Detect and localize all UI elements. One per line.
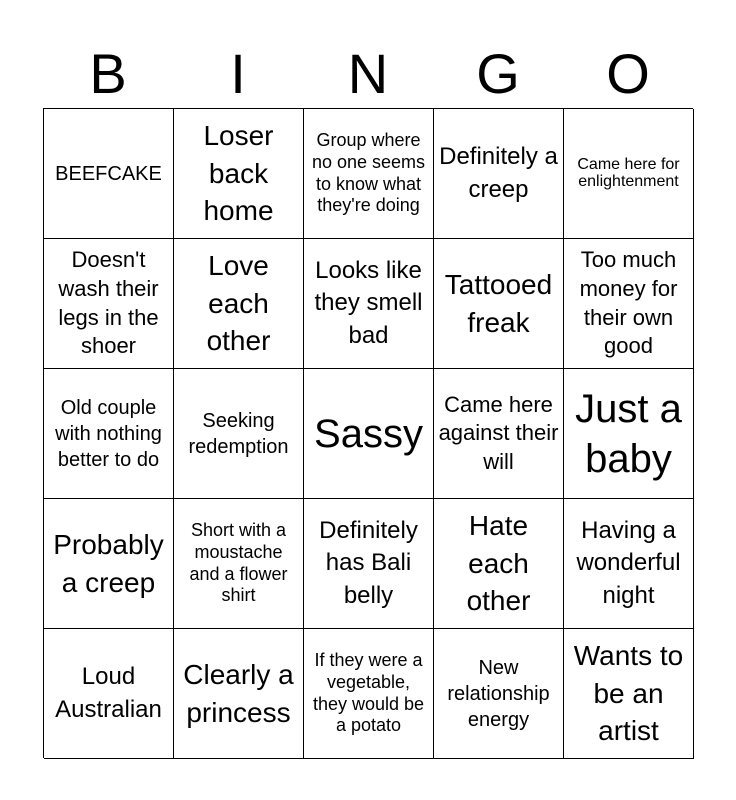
- bingo-cell-text: Hate each other: [466, 509, 531, 617]
- bingo-cell[interactable]: [44, 499, 174, 629]
- bingo-cell-text: BEEFCAKE: [55, 162, 162, 185]
- bingo-cell[interactable]: [174, 629, 304, 759]
- bingo-cell-text: Too much money for their own good: [579, 247, 678, 359]
- bingo-cell-text: Tattooed freak: [444, 268, 553, 338]
- bingo-cell[interactable]: [564, 369, 694, 499]
- bingo-cell-text: Definitely a creep: [439, 143, 558, 203]
- bingo-cell-text: Short with a moustache and a flower shirt: [189, 520, 288, 606]
- bingo-cell-text: Just a baby: [575, 386, 682, 481]
- bingo-cell-text: Wants to be an artist: [573, 639, 684, 747]
- bingo-cell[interactable]: [304, 239, 434, 369]
- bingo-cell[interactable]: [304, 499, 434, 629]
- header-letter-b: B: [89, 42, 127, 105]
- bingo-cell-text: New relationship energy: [447, 656, 550, 731]
- bingo-cell[interactable]: [44, 629, 174, 759]
- bingo-cell[interactable]: [304, 629, 434, 759]
- bingo-header: [43, 40, 693, 108]
- bingo-cell[interactable]: [44, 239, 174, 369]
- bingo-cell-text: Loser back home: [203, 119, 274, 227]
- header-letter-i: I: [230, 42, 246, 105]
- bingo-cell[interactable]: [174, 239, 304, 369]
- bingo-cell[interactable]: [564, 499, 694, 629]
- bingo-cell[interactable]: [434, 499, 564, 629]
- bingo-cell-text: Love each other: [206, 249, 271, 357]
- header-letter-o: O: [606, 42, 650, 105]
- bingo-cell[interactable]: [434, 109, 564, 239]
- bingo-cell-text: Doesn't wash their legs in the shoer: [58, 247, 159, 359]
- bingo-cell-text: Loud Australian: [55, 663, 162, 723]
- bingo-cell-text: Group where no one seems to know what they're doing: [311, 130, 426, 216]
- bingo-cell-text: Looks like they smell bad: [314, 256, 423, 349]
- bingo-cell-text: Definitely has Bali belly: [319, 516, 418, 609]
- bingo-board: [43, 108, 693, 758]
- bingo-cell[interactable]: [174, 369, 304, 499]
- bingo-cell-text: Clearly a princess: [183, 658, 294, 728]
- bingo-cell-text: Came here against their will: [438, 391, 559, 474]
- bingo-cell-text: Sassy: [314, 411, 423, 456]
- bingo-cell-text: Probably a creep: [53, 528, 164, 598]
- bingo-cell[interactable]: [174, 499, 304, 629]
- bingo-cell[interactable]: [44, 369, 174, 499]
- bingo-cell[interactable]: [434, 629, 564, 759]
- bingo-cell[interactable]: [564, 239, 694, 369]
- bingo-cell[interactable]: [304, 109, 434, 239]
- bingo-cell[interactable]: [304, 369, 434, 499]
- bingo-cell[interactable]: [564, 109, 694, 239]
- bingo-cell[interactable]: [564, 629, 694, 759]
- header-letter-n: N: [347, 42, 389, 105]
- header-letter-g: G: [476, 42, 520, 105]
- bingo-cell-text: Came here for enlightenment: [577, 155, 680, 190]
- bingo-cell-text: Old couple with nothing better to do: [55, 396, 162, 471]
- bingo-cell[interactable]: [434, 239, 564, 369]
- bingo-cell-text: If they were a vegetable, they would be a potato: [312, 650, 425, 736]
- bingo-cell-text: Seeking redemption: [188, 409, 289, 458]
- bingo-cell[interactable]: [44, 109, 174, 239]
- bingo-cell[interactable]: [434, 369, 564, 499]
- bingo-cell-text: Having a wonderful night: [576, 516, 681, 609]
- bingo-cell[interactable]: [174, 109, 304, 239]
